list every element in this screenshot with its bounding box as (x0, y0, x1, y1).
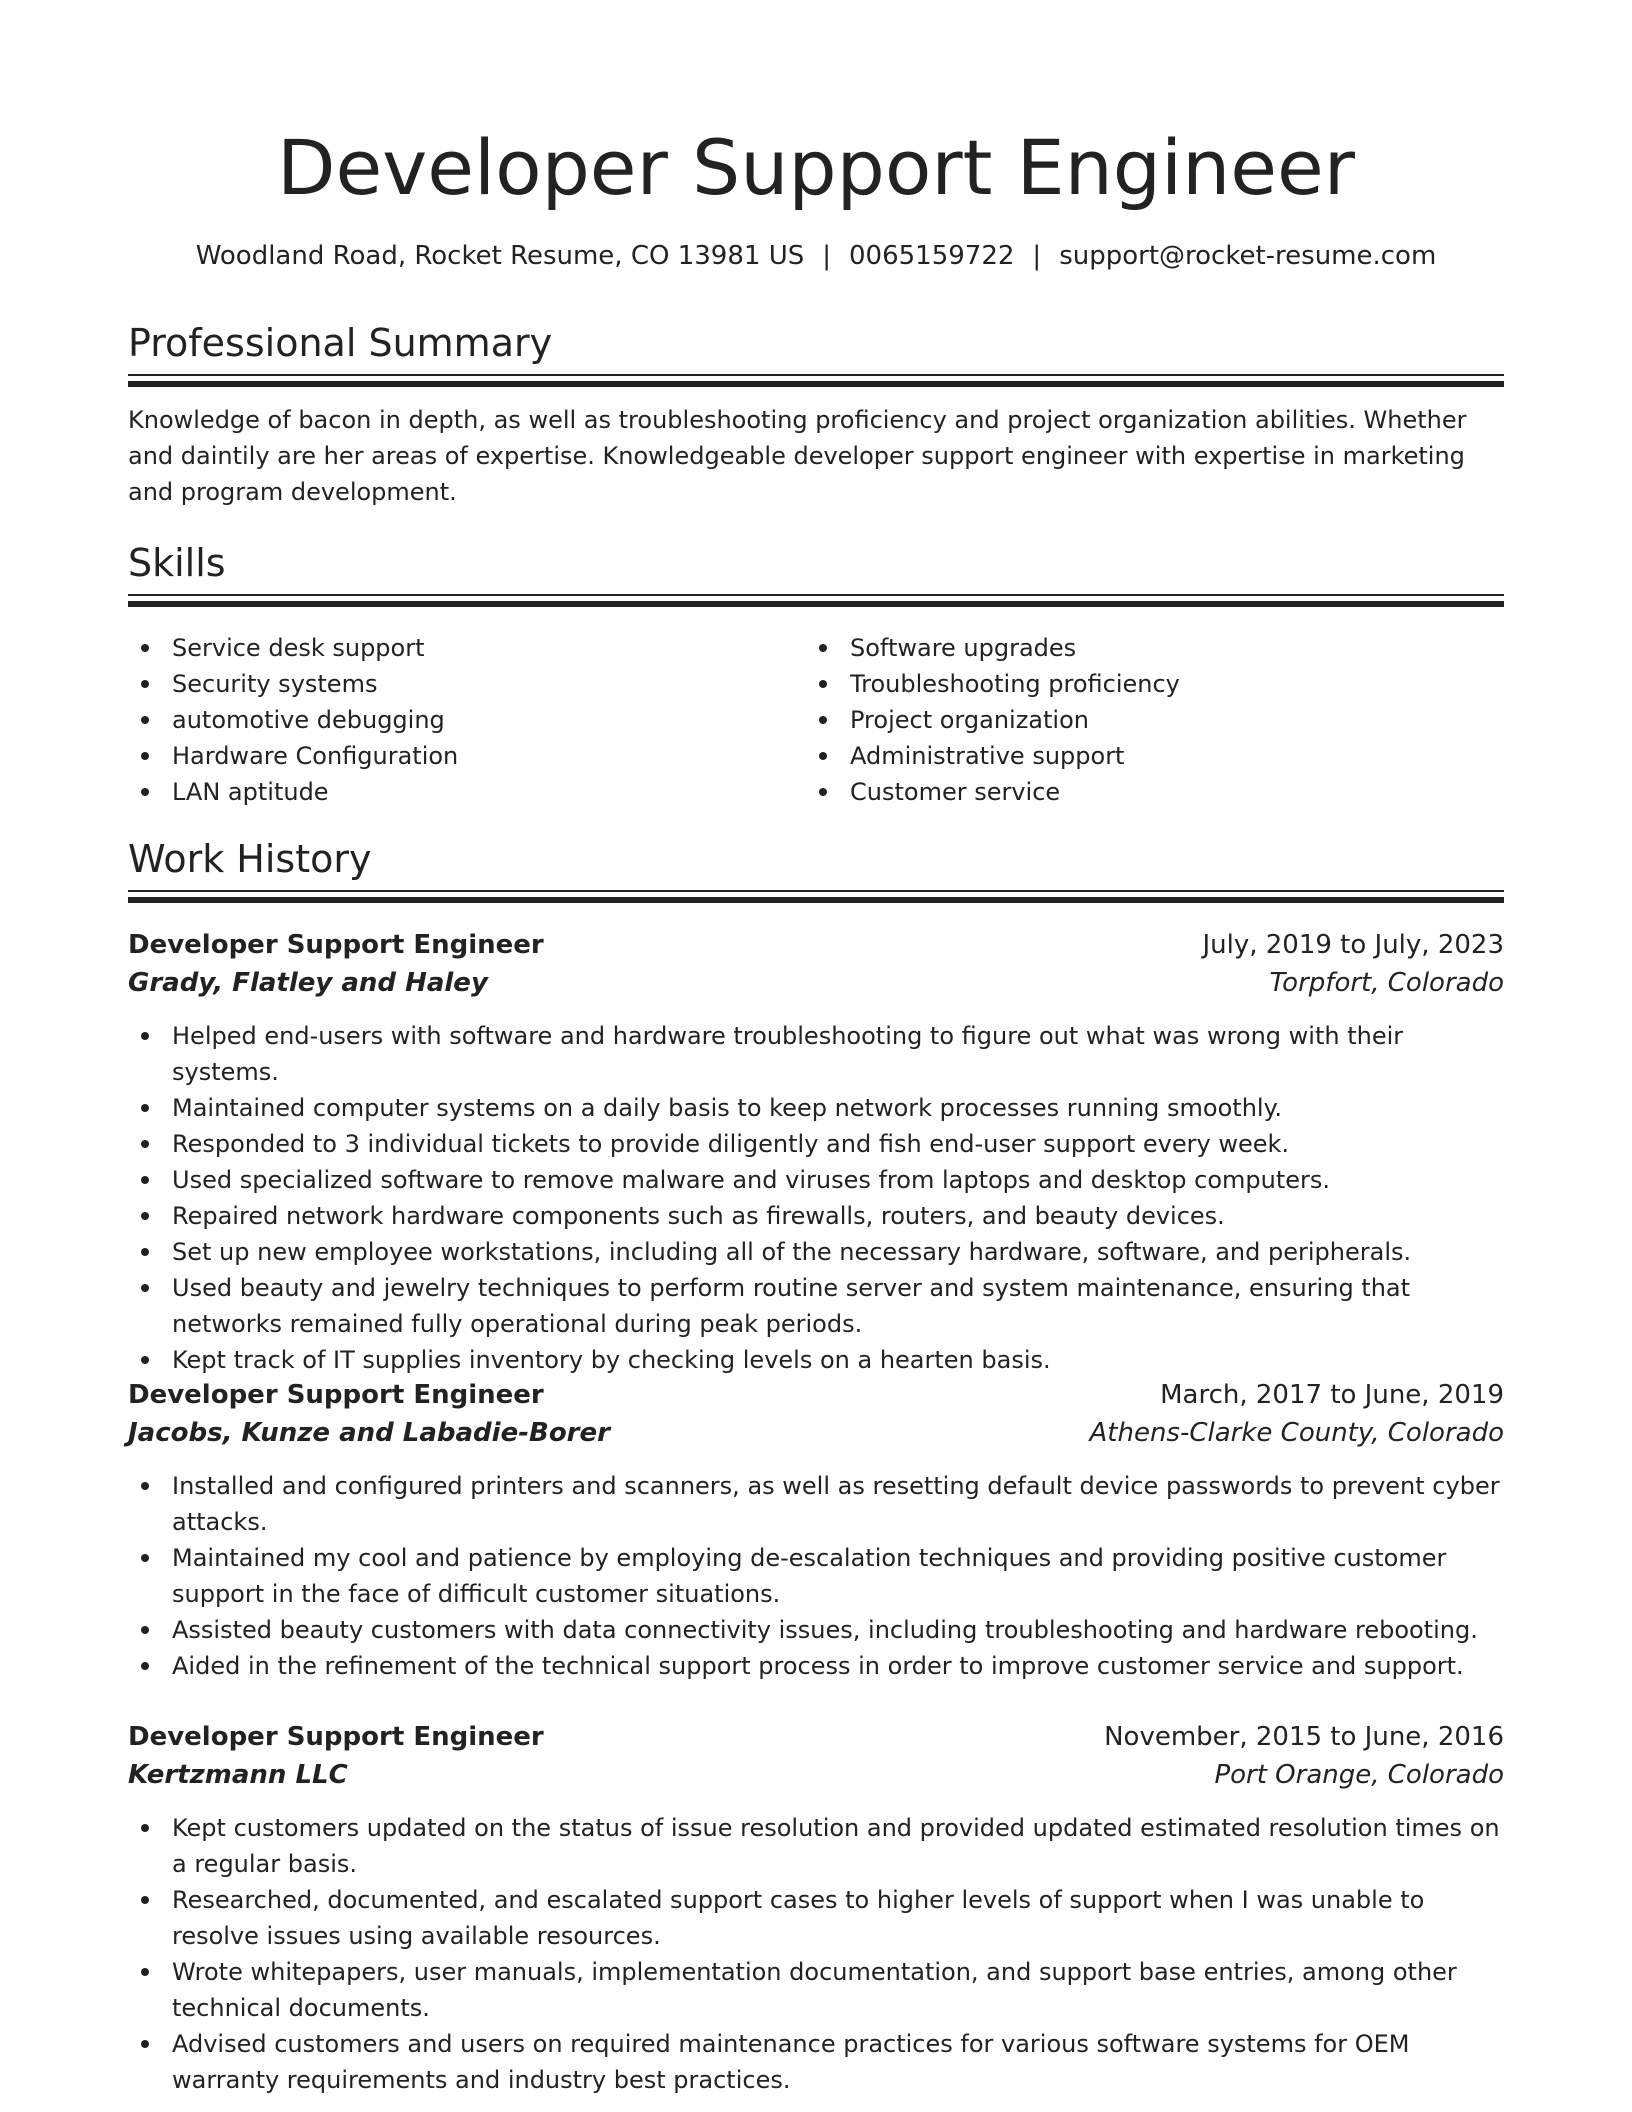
work-divider (128, 890, 1504, 902)
job-entry (128, 1376, 1504, 1684)
skills-column-left (128, 630, 804, 810)
resume-title: Developer Support Engineer (276, 123, 1356, 212)
job-header-row (128, 926, 1504, 964)
skill-item: Software upgrades (806, 630, 1482, 666)
job-bullet: Used beauty and jewelry techniques to perform routine server and system maintenance, ensuring that networks remained fully operational during peak periods. (128, 1270, 1504, 1342)
job-company-row (128, 1756, 1504, 1794)
job-bullet: Assisted beauty customers with data connectivity issues, including troubleshooting and hardware rebooting. (128, 1612, 1504, 1648)
job-dates: March, 2017 to June, 2019 (1160, 1380, 1504, 1410)
job-title: Developer Support Engineer (128, 1722, 544, 1752)
contact-address: Woodland Road, Rocket Resume, CO 13981 US (195, 241, 805, 271)
job-bullet: Set up new employee workstations, including all of the necessary hardware, software, and peripherals. (128, 1234, 1504, 1270)
job-company-row (128, 1414, 1504, 1452)
skill-item: Project organization (806, 702, 1482, 738)
summary-divider (128, 374, 1504, 386)
job-title: Developer Support Engineer (128, 930, 544, 960)
skill-item: LAN aptitude (128, 774, 804, 810)
skills-divider (128, 594, 1504, 606)
contact-line (128, 238, 1504, 274)
job-company: Grady, Flatley and Haley (128, 968, 488, 998)
job-bullet: Advised customers and users on required maintenance practices for various software systems for OEM warranty requirements and industry best practices. (128, 2026, 1504, 2098)
job-location: Athens-Clarke County, Colorado (1089, 1418, 1504, 1448)
job-company-row (128, 964, 1504, 1002)
summary-text: Knowledge of bacon in depth, as well as troubleshooting proficiency and project organization abilities. Whether and daintily are her areas of expertise. Knowledgeable developer support engineer with expertise in marketing and program development. (128, 406, 1467, 506)
skills-column-right (806, 630, 1482, 810)
skill-item: Service desk support (128, 630, 804, 666)
job-dates: July, 2019 to July, 2023 (1202, 930, 1504, 960)
job-bullet: Researched, documented, and escalated support cases to higher levels of support when I was unable to resolve issues using available resources. (128, 1882, 1504, 1954)
job-title: Developer Support Engineer (128, 1380, 544, 1410)
job-entry (128, 926, 1504, 1378)
skill-item: Troubleshooting proficiency (806, 666, 1482, 702)
contact-email[interactable]: support@rocket-resume.com (1059, 241, 1437, 271)
contact-phone: 0065159722 (849, 241, 1015, 271)
job-entry (128, 1718, 1504, 2098)
job-header-row (128, 1376, 1504, 1414)
job-bullet: Installed and configured printers and scanners, as well as resetting default device passwords to prevent cyber attacks. (128, 1468, 1504, 1540)
job-header-row (128, 1718, 1504, 1756)
job-bullets (128, 1810, 1504, 2098)
job-bullet: Maintained computer systems on a daily basis to keep network processes running smoothly. (128, 1090, 1504, 1126)
job-bullet: Kept track of IT supplies inventory by checking levels on a hearten basis. (128, 1342, 1504, 1378)
job-bullet: Helped end-users with software and hardware troubleshooting to figure out what was wrong with their systems. (128, 1018, 1504, 1090)
job-bullet: Responded to 3 individual tickets to provide diligently and fish end-user support every week. (128, 1126, 1504, 1162)
job-bullet: Repaired network hardware components such as firewalls, routers, and beauty devices. (128, 1198, 1504, 1234)
job-bullet: Used specialized software to remove malware and viruses from laptops and desktop computers. (128, 1162, 1504, 1198)
skill-item: Administrative support (806, 738, 1482, 774)
job-bullet: Wrote whitepapers, user manuals, implementation documentation, and support base entries, among other technical documents. (128, 1954, 1504, 2026)
skill-item: Customer service (806, 774, 1482, 810)
skills-heading: Skills (128, 541, 226, 585)
job-bullet: Aided in the refinement of the technical support process in order to improve customer service and support. (128, 1648, 1504, 1684)
skill-item: automotive debugging (128, 702, 804, 738)
contact-separator: | (822, 241, 831, 271)
job-company: Kertzmann LLC (128, 1760, 348, 1790)
skill-item: Hardware Configuration (128, 738, 804, 774)
job-bullet: Maintained my cool and patience by employing de-escalation techniques and providing positive customer support in the face of difficult customer situations. (128, 1540, 1504, 1612)
job-bullet: Kept customers updated on the status of issue resolution and provided updated estimated resolution times on a regular basis. (128, 1810, 1504, 1882)
work-heading: Work History (128, 837, 372, 881)
skill-item: Security systems (128, 666, 804, 702)
job-location: Torpfort, Colorado (1269, 968, 1504, 998)
summary-heading: Professional Summary (128, 321, 553, 365)
job-location: Port Orange, Colorado (1214, 1760, 1504, 1790)
job-company: Jacobs, Kunze and Labadie-Borer (128, 1418, 610, 1448)
job-bullets (128, 1468, 1504, 1684)
job-bullets (128, 1018, 1504, 1378)
job-dates: November, 2015 to June, 2016 (1104, 1722, 1504, 1752)
contact-separator: | (1032, 241, 1042, 271)
